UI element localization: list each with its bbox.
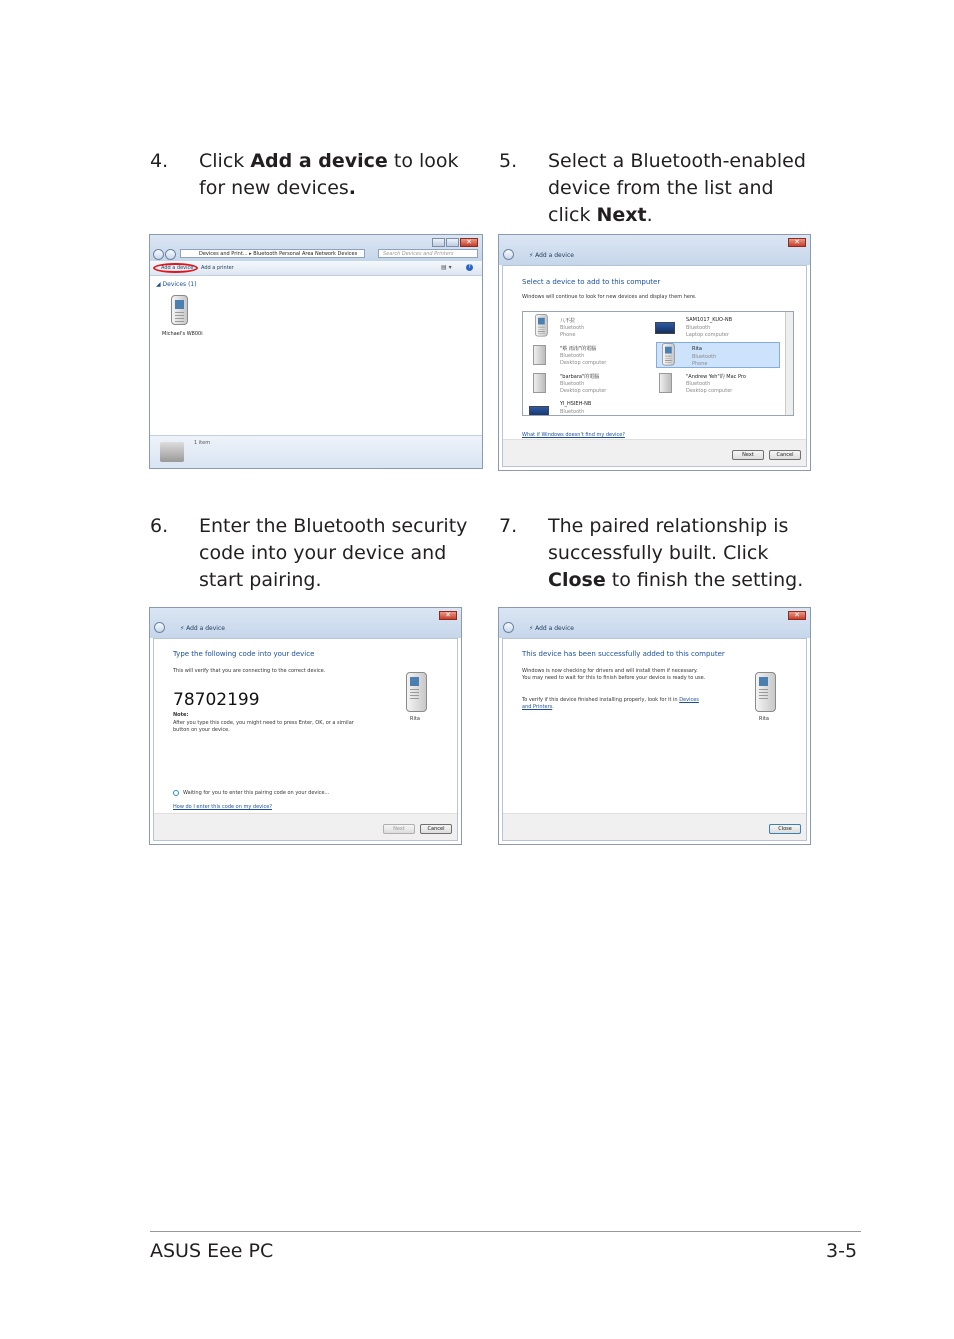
list-item[interactable]: YI_HSIEH-NB Bluetooth — [525, 398, 645, 416]
help-link[interactable]: What if Windows doesn't find my device? — [522, 432, 625, 438]
step-text: Select a Bluetooth-enabled device from the list and click Next. — [548, 150, 806, 226]
back-arrow-icon[interactable] — [503, 622, 514, 633]
next-button[interactable]: Next — [732, 450, 764, 460]
list-item-selected[interactable]: Rita Bluetooth Phone — [656, 342, 780, 368]
forward-arrow-icon[interactable] — [165, 249, 176, 260]
add-printer-button[interactable]: Add a printer — [201, 265, 234, 271]
device-list[interactable] — [522, 311, 794, 416]
view-options-icon[interactable]: ▤ ▾ — [441, 264, 452, 271]
page-subtitle: This will verify that you are connecting to the correct device. — [173, 668, 326, 674]
note-text: After you type this code, you might need to press Enter, OK, or a similar button on your device. — [173, 720, 354, 733]
address-bar[interactable]: Devices and Print... ▸ Bluetooth Personal Area Network Devices — [180, 249, 365, 258]
cancel-button[interactable]: Cancel — [769, 450, 801, 460]
device-label: Rita — [759, 716, 769, 722]
step-number: 5. — [499, 150, 518, 172]
page-heading: This device has been successfully added to this computer — [522, 650, 725, 658]
back-arrow-icon[interactable] — [153, 249, 164, 260]
device-label: Rita — [410, 716, 420, 722]
maximize-icon[interactable] — [446, 238, 459, 247]
window-controls — [432, 238, 478, 247]
verify-text: To verify if this device finished installing properly, look for it in Devices and Printers. — [522, 697, 699, 710]
page-number: 3-5 — [826, 1240, 858, 1262]
wizard-title: ⚡ Add a device — [529, 252, 574, 259]
list-item[interactable]: "Andrew Yeh"的 Mac Pro Bluetooth Desktop computer — [651, 370, 771, 396]
note-label: Note: — [173, 712, 189, 718]
step-number: 6. — [150, 515, 169, 537]
back-arrow-icon[interactable] — [154, 622, 165, 633]
waiting-text: Waiting for you to enter this pairing code on your device... — [183, 790, 330, 796]
next-button[interactable]: Next — [383, 824, 415, 834]
step-number: 7. — [499, 515, 518, 537]
pairing-code: 78702199 — [173, 690, 260, 710]
search-input[interactable]: Search Devices and Printers — [378, 249, 478, 258]
step-text: The paired relationship is successfully built. Click Close to finish the setting. — [548, 515, 804, 591]
page-heading: Type the following code into your device — [173, 650, 315, 658]
status-item-count: 1 item — [194, 440, 211, 446]
step-text: Enter the Bluetooth security code into your device and start pairing. — [199, 515, 468, 591]
scrollbar[interactable] — [785, 312, 793, 415]
device-name[interactable]: Michael's W800i — [162, 331, 203, 337]
minimize-icon[interactable] — [432, 238, 445, 247]
step-number: 4. — [150, 150, 169, 172]
close-icon[interactable]: ✕ — [788, 611, 806, 620]
footer-product-name: ASUS Eee PC — [150, 1240, 274, 1262]
list-item[interactable]: "barbara"的電腦 Bluetooth Desktop computer — [525, 370, 645, 396]
page-subtitle: Windows will continue to look for new devices and display them here. — [522, 294, 697, 300]
close-icon[interactable]: ✕ — [788, 238, 806, 247]
cancel-button[interactable]: Cancel — [420, 824, 452, 834]
close-icon[interactable]: ✕ — [460, 238, 478, 247]
help-link[interactable]: How do I enter this code on my device? — [173, 804, 272, 810]
add-device-button[interactable]: Add a device — [161, 265, 194, 271]
close-icon[interactable]: ✕ — [439, 611, 457, 620]
select-device-screenshot — [498, 234, 811, 471]
footer-divider — [150, 1231, 861, 1232]
spinner-icon — [173, 790, 179, 796]
devices-window-screenshot — [149, 234, 483, 469]
phone-icon — [406, 672, 427, 712]
printer-device-icon — [160, 442, 184, 462]
devices-printers-link[interactable]: Devices and Printers — [522, 697, 699, 710]
pairing-code-screenshot — [149, 607, 462, 845]
close-button[interactable]: Close — [769, 824, 801, 834]
list-item[interactable]: 八不拉 Bluetooth Phone — [525, 314, 645, 340]
help-icon[interactable]: ? — [466, 264, 473, 271]
step-text: Click Add a device to look for new devices. — [199, 150, 459, 199]
device-added-screenshot — [498, 607, 811, 845]
wizard-title: ⚡ Add a device — [529, 625, 574, 632]
phone-icon — [755, 672, 776, 712]
back-arrow-icon[interactable] — [503, 249, 514, 260]
phone-icon[interactable] — [171, 295, 188, 325]
wizard-title: ⚡ Add a device — [180, 625, 225, 632]
list-item[interactable]: SAM1017_KUO-NB Bluetooth Laptop computer — [651, 314, 771, 340]
page-heading: Select a device to add to this computer — [522, 278, 661, 286]
devices-group-header[interactable]: ◢ Devices (1) — [156, 281, 197, 288]
list-item[interactable]: "蔡 雨洧"的電腦 Bluetooth Desktop computer — [525, 342, 645, 368]
info-text: Windows is now checking for drivers and will install them if necessary. You may need to wait for this to finish before your device is ready to use. — [522, 668, 706, 681]
